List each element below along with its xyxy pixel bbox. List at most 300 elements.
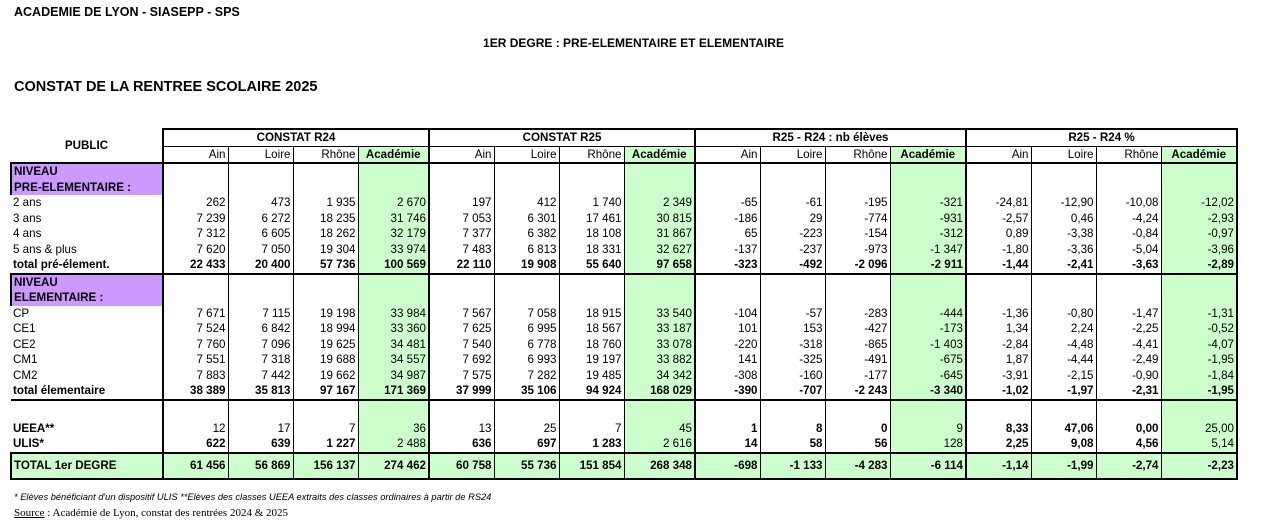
empty-cell [695, 290, 760, 306]
empty-cell [228, 180, 293, 196]
empty-cell [825, 163, 890, 180]
spacer-cell [624, 411, 695, 421]
column-header: Rhône [1096, 146, 1161, 163]
empty-cell [163, 290, 228, 306]
value-cell: 34 342 [624, 368, 695, 384]
empty-cell [293, 163, 358, 180]
row-label: CE1 [13, 322, 36, 336]
value-cell: -1 347 [890, 242, 966, 258]
value-cell: -3 340 [890, 383, 966, 400]
value-cell: 171 369 [358, 383, 429, 400]
spacer-cell [559, 400, 624, 411]
value-cell: 19 662 [293, 368, 358, 384]
section-heading-row [11, 274, 1237, 291]
empty-cell [1031, 180, 1096, 196]
spacer-cell [624, 400, 695, 411]
value-cell: 2 616 [624, 436, 695, 453]
value-cell: -1,80 [966, 242, 1031, 258]
value-cell: 7 540 [429, 337, 494, 353]
empty-cell [760, 180, 825, 196]
empty-cell [559, 163, 624, 180]
value-cell: -0,90 [1096, 368, 1161, 384]
value-cell: 697 [494, 436, 559, 453]
value-cell: 19 197 [559, 352, 624, 368]
empty-cell [624, 163, 695, 180]
empty-cell [228, 163, 293, 180]
value-cell: 18 567 [559, 321, 624, 337]
value-cell: -24,81 [966, 195, 1031, 211]
empty-cell [624, 274, 695, 291]
column-header: Ain [163, 146, 228, 163]
value-cell: 2,24 [1031, 321, 1096, 337]
spacer-cell [293, 400, 358, 411]
empty-cell [293, 180, 358, 196]
value-cell: 7 442 [228, 368, 293, 384]
value-cell: -4,07 [1161, 337, 1237, 353]
value-cell: 6 995 [494, 321, 559, 337]
value-cell: 6 993 [494, 352, 559, 368]
value-cell: -1,47 [1096, 306, 1161, 322]
value-cell: 141 [695, 352, 760, 368]
total-cell: -698 [695, 453, 760, 479]
spacer-cell [760, 400, 825, 411]
value-cell: -2,57 [966, 211, 1031, 227]
value-cell: -707 [760, 383, 825, 400]
value-cell: 7 [559, 421, 624, 437]
value-cell: 31 867 [624, 226, 695, 242]
column-header: Ain [695, 146, 760, 163]
value-cell: -325 [760, 352, 825, 368]
value-cell: -1,44 [966, 257, 1031, 274]
value-cell: -2,93 [1161, 211, 1237, 227]
total-cell: 156 137 [293, 453, 358, 479]
group-header: R25 - R24 : nb élèves [695, 129, 966, 146]
spacer-cell [890, 411, 966, 421]
spacer-cell [559, 411, 624, 421]
value-cell: 6 842 [228, 321, 293, 337]
empty-cell [1031, 290, 1096, 306]
column-header: Loire [494, 146, 559, 163]
value-cell: -1,02 [966, 383, 1031, 400]
value-cell: 19 485 [559, 368, 624, 384]
source-note [14, 507, 288, 519]
value-cell: 33 078 [624, 337, 695, 353]
empty-cell [966, 163, 1031, 180]
value-cell: 7 239 [163, 211, 228, 227]
value-cell: -2,41 [1031, 257, 1096, 274]
value-cell: -1,97 [1031, 383, 1096, 400]
spacer-cell [966, 411, 1031, 421]
spacer-cell [966, 400, 1031, 411]
value-cell: 19 688 [293, 352, 358, 368]
value-cell: 7 760 [163, 337, 228, 353]
value-cell: 1 283 [559, 436, 624, 453]
spacer-cell [429, 400, 494, 411]
value-cell: 25 [494, 421, 559, 437]
spacer-cell [1161, 400, 1237, 411]
value-cell: -61 [760, 195, 825, 211]
value-cell: 2 488 [358, 436, 429, 453]
value-cell: -1,36 [966, 306, 1031, 322]
value-cell: 65 [695, 226, 760, 242]
value-cell: 7 883 [163, 368, 228, 384]
value-cell: 20 400 [228, 257, 293, 274]
value-cell: 97 658 [624, 257, 695, 274]
value-cell: 622 [163, 436, 228, 453]
empty-cell [429, 290, 494, 306]
value-cell: 2 349 [624, 195, 695, 211]
value-cell: 57 736 [293, 257, 358, 274]
total-cell: -6 114 [890, 453, 966, 479]
total-cell: -2,74 [1096, 453, 1161, 479]
value-cell: 19 198 [293, 306, 358, 322]
row-label: total pré-élement. [11, 257, 163, 274]
value-cell: -645 [890, 368, 966, 384]
special-row [11, 421, 1237, 437]
value-cell: 58 [760, 436, 825, 453]
value-cell: 55 640 [559, 257, 624, 274]
value-cell: 8,33 [966, 421, 1031, 437]
spacer-cell [228, 411, 293, 421]
value-cell: 1 227 [293, 436, 358, 453]
empty-cell [1161, 274, 1237, 291]
value-cell: 128 [890, 436, 966, 453]
empty-cell [1161, 180, 1237, 196]
empty-cell [494, 290, 559, 306]
value-cell: 17 [228, 421, 293, 437]
empty-cell [624, 180, 695, 196]
value-cell: 101 [695, 321, 760, 337]
empty-cell [1031, 274, 1096, 291]
value-cell: 6 272 [228, 211, 293, 227]
total-cell: -1,99 [1031, 453, 1096, 479]
value-cell: 34 481 [358, 337, 429, 353]
empty-cell [163, 274, 228, 291]
empty-cell [559, 274, 624, 291]
value-cell: 0,89 [966, 226, 1031, 242]
value-cell: -865 [825, 337, 890, 353]
spacer-cell [163, 400, 228, 411]
column-header: Loire [760, 146, 825, 163]
total-cell: 274 462 [358, 453, 429, 479]
spacer-row [11, 411, 1237, 421]
value-cell: 34 987 [358, 368, 429, 384]
column-header: Rhône [559, 146, 624, 163]
empty-cell [358, 290, 429, 306]
value-cell: -2,31 [1096, 383, 1161, 400]
value-cell: 33 882 [624, 352, 695, 368]
empty-cell [293, 274, 358, 291]
value-cell: -0,52 [1161, 321, 1237, 337]
spacer-cell [1161, 411, 1237, 421]
value-cell: 7 671 [163, 306, 228, 322]
group-header: CONSTAT R25 [429, 129, 695, 146]
value-cell: 7 551 [163, 352, 228, 368]
empty-cell [163, 163, 228, 180]
value-cell: 7 058 [494, 306, 559, 322]
empty-cell [1096, 163, 1161, 180]
value-cell: 18 915 [559, 306, 624, 322]
value-cell: -444 [890, 306, 966, 322]
column-header: Académie [890, 146, 966, 163]
table-row [11, 368, 1237, 384]
value-cell: -973 [825, 242, 890, 258]
value-cell: 2 670 [358, 195, 429, 211]
value-cell: 36 [358, 421, 429, 437]
row-label: CE2 [13, 337, 36, 351]
empty-cell [1031, 163, 1096, 180]
value-cell: 7 050 [228, 242, 293, 258]
value-cell: 38 389 [163, 383, 228, 400]
value-cell: 32 627 [624, 242, 695, 258]
value-cell: 0,46 [1031, 211, 1096, 227]
spacer-row [11, 400, 1237, 411]
section-heading-row [11, 290, 1237, 306]
value-cell: -57 [760, 306, 825, 322]
value-cell: 0,00 [1096, 421, 1161, 437]
value-cell: 35 813 [228, 383, 293, 400]
value-cell: -492 [760, 257, 825, 274]
section-heading-row [11, 180, 1237, 196]
value-cell: 9,08 [1031, 436, 1096, 453]
value-cell: 7 282 [494, 368, 559, 384]
empty-cell [760, 290, 825, 306]
value-cell: 100 569 [358, 257, 429, 274]
value-cell: -1 403 [890, 337, 966, 353]
empty-cell [429, 163, 494, 180]
value-cell: 37 999 [429, 383, 494, 400]
value-cell: -137 [695, 242, 760, 258]
spacer-cell [760, 411, 825, 421]
report-title: CONSTAT DE LA RENTREE SCOLAIRE 2025 [14, 79, 318, 95]
empty-cell [494, 180, 559, 196]
value-cell: 1,87 [966, 352, 1031, 368]
row-label: ULIS* [13, 437, 44, 451]
empty-cell [358, 163, 429, 180]
table-row [11, 337, 1237, 353]
value-cell: -173 [890, 321, 966, 337]
empty-cell [890, 274, 966, 291]
value-cell: -2 096 [825, 257, 890, 274]
value-cell: 18 262 [293, 226, 358, 242]
statistics-table [10, 128, 1238, 480]
spacer-cell [1031, 411, 1096, 421]
value-cell: 35 106 [494, 383, 559, 400]
value-cell: 33 540 [624, 306, 695, 322]
value-cell: -160 [760, 368, 825, 384]
row-label: CM1 [13, 353, 38, 367]
empty-cell [163, 180, 228, 196]
value-cell: 19 908 [494, 257, 559, 274]
value-cell: -2,15 [1031, 368, 1096, 384]
value-cell: -2 911 [890, 257, 966, 274]
report-subtitle: 1ER DEGRE : PRE-ELEMENTAIRE ET ELEMENTAIRE [483, 36, 784, 50]
table-row [11, 195, 1237, 211]
column-header: Ain [429, 146, 494, 163]
value-cell: 7 115 [228, 306, 293, 322]
section-heading: NIVEAU [11, 274, 163, 291]
value-cell: 32 179 [358, 226, 429, 242]
empty-cell [1161, 290, 1237, 306]
table-row [11, 257, 1237, 274]
value-cell: 262 [163, 195, 228, 211]
column-header-row [11, 146, 1237, 163]
value-cell: 18 331 [559, 242, 624, 258]
value-cell: 33 360 [358, 321, 429, 337]
value-cell: 412 [494, 195, 559, 211]
value-cell: -4,48 [1031, 337, 1096, 353]
value-cell: 7 567 [429, 306, 494, 322]
value-cell: -321 [890, 195, 966, 211]
spacer-cell [358, 411, 429, 421]
value-cell: -3,36 [1031, 242, 1096, 258]
value-cell: -3,96 [1161, 242, 1237, 258]
value-cell: -3,38 [1031, 226, 1096, 242]
empty-cell [966, 290, 1031, 306]
empty-cell [429, 180, 494, 196]
value-cell: 18 760 [559, 337, 624, 353]
spacer-cell [228, 400, 293, 411]
column-header: Académie [1161, 146, 1237, 163]
spacer-cell [163, 411, 228, 421]
value-cell: 22 110 [429, 257, 494, 274]
value-cell: 7 312 [163, 226, 228, 242]
total-cell: -1 133 [760, 453, 825, 479]
total-cell: 61 456 [163, 453, 228, 479]
value-cell: -2,84 [966, 337, 1031, 353]
value-cell: -2,25 [1096, 321, 1161, 337]
value-cell: -308 [695, 368, 760, 384]
column-header: Académie [358, 146, 429, 163]
empty-cell [494, 274, 559, 291]
value-cell: -1,31 [1161, 306, 1237, 322]
value-cell: 45 [624, 421, 695, 437]
row-label: 3 ans [13, 211, 42, 225]
empty-cell [559, 180, 624, 196]
value-cell: 636 [429, 436, 494, 453]
value-cell: -0,84 [1096, 226, 1161, 242]
table-row [11, 211, 1237, 227]
value-cell: -186 [695, 211, 760, 227]
empty-cell [1096, 290, 1161, 306]
value-cell: 4,56 [1096, 436, 1161, 453]
value-cell: -675 [890, 352, 966, 368]
value-cell: 1 935 [293, 195, 358, 211]
value-cell: 7 524 [163, 321, 228, 337]
value-cell: 473 [228, 195, 293, 211]
empty-cell [429, 274, 494, 291]
value-cell: -65 [695, 195, 760, 211]
row-label: 4 ans [13, 227, 42, 241]
source-label: Source [14, 507, 45, 519]
value-cell: 7 [293, 421, 358, 437]
empty-cell [228, 274, 293, 291]
row-label: 5 ans & plus [13, 242, 77, 256]
empty-cell [966, 180, 1031, 196]
value-cell: -427 [825, 321, 890, 337]
section-heading: ELEMENTAIRE : [11, 290, 163, 306]
value-cell: -5,04 [1096, 242, 1161, 258]
table-row [11, 383, 1237, 400]
value-cell: -195 [825, 195, 890, 211]
section-heading: NIVEAU [11, 163, 163, 180]
spacer-label-cell [11, 400, 163, 411]
empty-cell [559, 290, 624, 306]
spacer-cell [494, 411, 559, 421]
value-cell: 639 [228, 436, 293, 453]
value-cell: -283 [825, 306, 890, 322]
spacer-cell [1096, 400, 1161, 411]
value-cell: 6 813 [494, 242, 559, 258]
value-cell: -237 [760, 242, 825, 258]
value-cell: 30 815 [624, 211, 695, 227]
value-cell: -4,44 [1031, 352, 1096, 368]
table-row [11, 352, 1237, 368]
value-cell: -177 [825, 368, 890, 384]
value-cell: -4,41 [1096, 337, 1161, 353]
value-cell: -10,08 [1096, 195, 1161, 211]
value-cell: 14 [695, 436, 760, 453]
value-cell: 7 096 [228, 337, 293, 353]
value-cell: -491 [825, 352, 890, 368]
value-cell: 19 304 [293, 242, 358, 258]
empty-cell [293, 290, 358, 306]
total-cell: 56 869 [228, 453, 293, 479]
value-cell: 47,06 [1031, 421, 1096, 437]
empty-cell [825, 274, 890, 291]
total-cell: 268 348 [624, 453, 695, 479]
row-label: total élementaire [11, 383, 163, 400]
value-cell: 1 [695, 421, 760, 437]
table-row [11, 306, 1237, 322]
empty-cell [695, 274, 760, 291]
value-cell: 0 [825, 421, 890, 437]
spacer-cell [695, 411, 760, 421]
group-header: R25 - R24 % [966, 129, 1237, 146]
value-cell: 7 575 [429, 368, 494, 384]
value-cell: -390 [695, 383, 760, 400]
academy-header: ACADEMIE DE LYON - SIASEPP - SPS [14, 5, 240, 19]
column-header: Loire [1031, 146, 1096, 163]
row-label: 2 ans [13, 196, 42, 210]
total-cell: -1,14 [966, 453, 1031, 479]
value-cell: 7 625 [429, 321, 494, 337]
value-cell: 1,34 [966, 321, 1031, 337]
row-label: UEEA** [13, 421, 55, 435]
value-cell: -12,02 [1161, 195, 1237, 211]
value-cell: -1,84 [1161, 368, 1237, 384]
value-cell: 29 [760, 211, 825, 227]
value-cell: 1 740 [559, 195, 624, 211]
empty-cell [228, 290, 293, 306]
empty-cell [825, 180, 890, 196]
value-cell: -774 [825, 211, 890, 227]
value-cell: -2 243 [825, 383, 890, 400]
empty-cell [966, 274, 1031, 291]
spacer-cell [429, 411, 494, 421]
empty-cell [1096, 180, 1161, 196]
spacer-cell [825, 400, 890, 411]
column-header: Loire [228, 146, 293, 163]
table-row [11, 226, 1237, 242]
empty-cell [358, 274, 429, 291]
value-cell: 33 187 [624, 321, 695, 337]
column-header: Rhône [293, 146, 358, 163]
value-cell: -223 [760, 226, 825, 242]
value-cell: 2,25 [966, 436, 1031, 453]
spacer-label-cell [11, 411, 163, 421]
value-cell: 153 [760, 321, 825, 337]
